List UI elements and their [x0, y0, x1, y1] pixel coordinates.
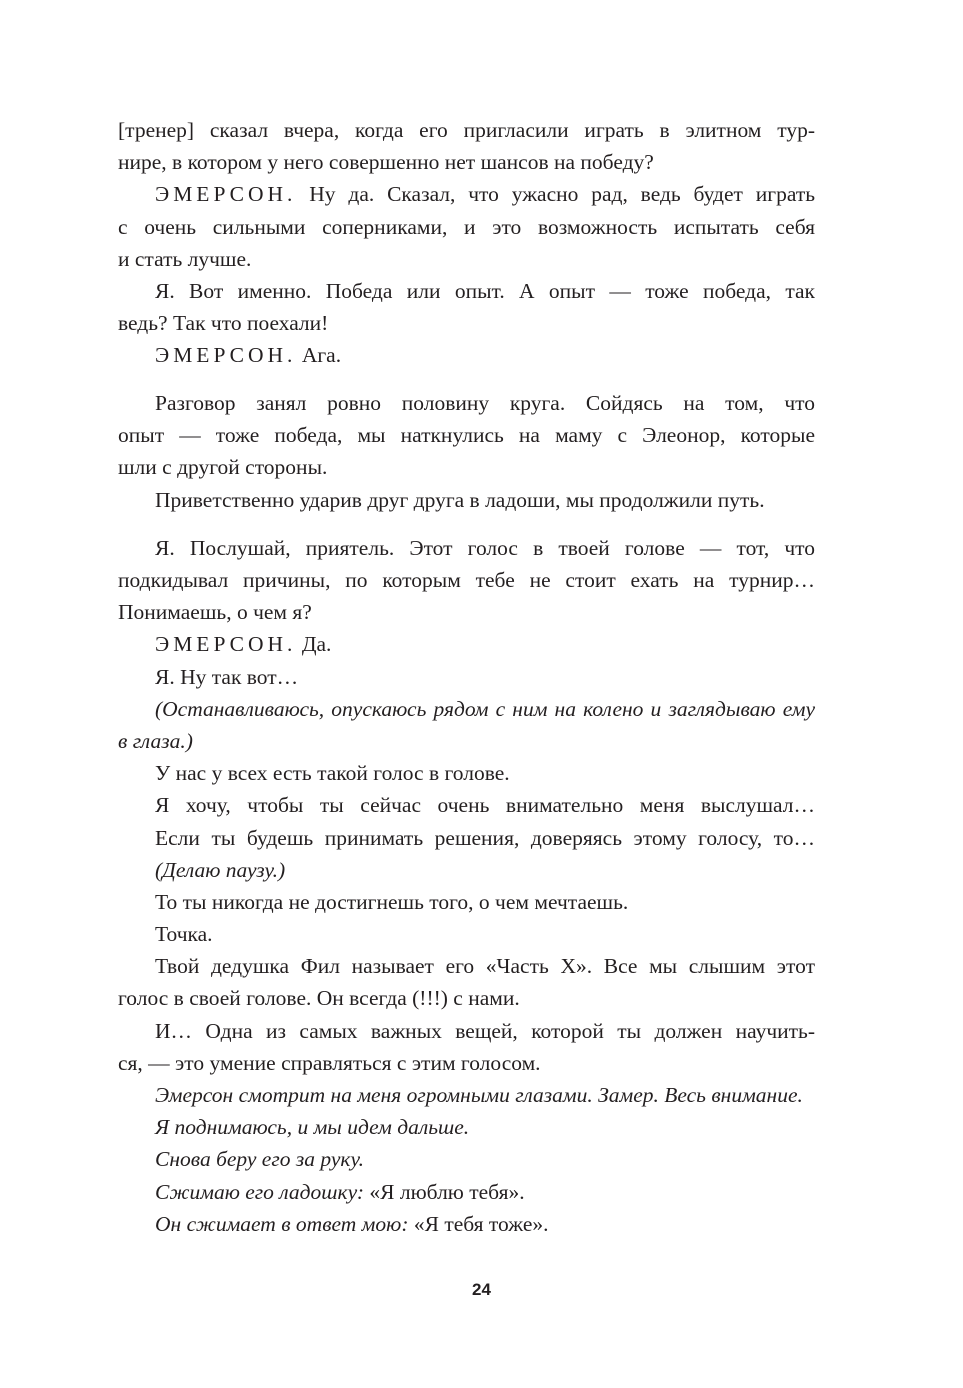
dialogue-line: [155, 180, 815, 208]
italic-line: (Делаю паузу.): [155, 858, 286, 882]
dialogue-line: [155, 630, 815, 658]
speaker-name: ЭМЕРСОН.: [155, 182, 297, 206]
text-line: [тренер] сказал вчера, когда его пригласили играть в элитном тур-: [118, 118, 815, 142]
text-line: опыт — тоже победа, мы наткнулись на маму с Элеонор, которые: [118, 423, 815, 447]
text-line: нире, в котором у него совершенно нет шансов на победу?: [118, 150, 654, 174]
italic-line: Я поднимаюсь, и мы идем дальше.: [155, 1115, 470, 1139]
text-line: ся, — это умение справляться с этим голосом.: [118, 1051, 541, 1075]
text-line: Твой дедушка Фил называет его «Часть Х». Все мы слышим этот: [155, 954, 815, 978]
text-line: Я. Вот именно. Победа или опыт. А опыт — тоже победа, так: [155, 279, 815, 303]
text-line: Я. Ну так вот…: [155, 665, 299, 689]
text-line: Да.: [301, 632, 332, 656]
text-line: Если ты будешь принимать решения, доверяясь этому голосу, то…: [155, 826, 815, 850]
text-line: Ну да. Сказал, что ужасно рад, ведь будет играть: [309, 182, 816, 206]
page-number: 24: [472, 1280, 491, 1299]
text-line: Я. Послушай, приятель. Этот голос в твоей голове — тот, что: [155, 536, 815, 560]
italic-line: (Останавливаюсь, опускаюсь рядом с ним на колено и заглядываю ему: [155, 697, 815, 721]
italic-line: Снова беру его за руку.: [155, 1147, 365, 1171]
speaker-name: ЭМЕРСОН.: [155, 632, 297, 656]
text-line: ведь? Так что поехали!: [118, 311, 329, 335]
italic-line: в глаза.): [118, 729, 193, 753]
italic-line: Эмерсон смотрит на меня огромными глазами. Замер. Весь внимание.: [155, 1083, 803, 1107]
text-line: Понимаешь, о чем я?: [118, 600, 312, 624]
text-line: И… Одна из самых важных вещей, которой ты должен научить-: [155, 1019, 815, 1043]
text-line: То ты никогда не достигнешь того, о чем мечтаешь.: [155, 890, 629, 914]
text-line: Ага.: [301, 343, 342, 367]
text-line: подкидывал причины, по которым тебе не стоит ехать на турнир…: [118, 568, 815, 592]
speaker-name: ЭМЕРСОН.: [155, 343, 297, 367]
text-line: Я хочу, чтобы ты сейчас очень внимательно меня выслушал…: [155, 793, 815, 817]
mixed-line: [155, 1178, 815, 1206]
dialogue-line: [155, 341, 815, 369]
quote-text: «Я тебя тоже».: [413, 1212, 549, 1236]
text-line: шли с другой стороны.: [118, 455, 328, 479]
text-line: и стать лучше.: [118, 247, 252, 271]
text-line: голос в своей голове. Он всегда (!!!) с нами.: [118, 986, 520, 1010]
text-line: Точка.: [155, 922, 213, 946]
italic-text: Он сжимает в ответ мою:: [155, 1212, 409, 1236]
text-line: У нас у всех есть такой голос в голове.: [155, 761, 510, 785]
mixed-line: [155, 1210, 815, 1238]
text-line: с очень сильными соперниками, и это возможность испытать себя: [118, 215, 815, 239]
text-line: Разговор занял ровно половину круга. Сойдясь на том, что: [155, 391, 815, 415]
quote-text: «Я люблю тебя».: [369, 1180, 525, 1204]
text-line: Приветственно ударив друг друга в ладоши, мы продолжили путь.: [155, 488, 765, 512]
italic-text: Сжимаю его ладошку:: [155, 1180, 365, 1204]
